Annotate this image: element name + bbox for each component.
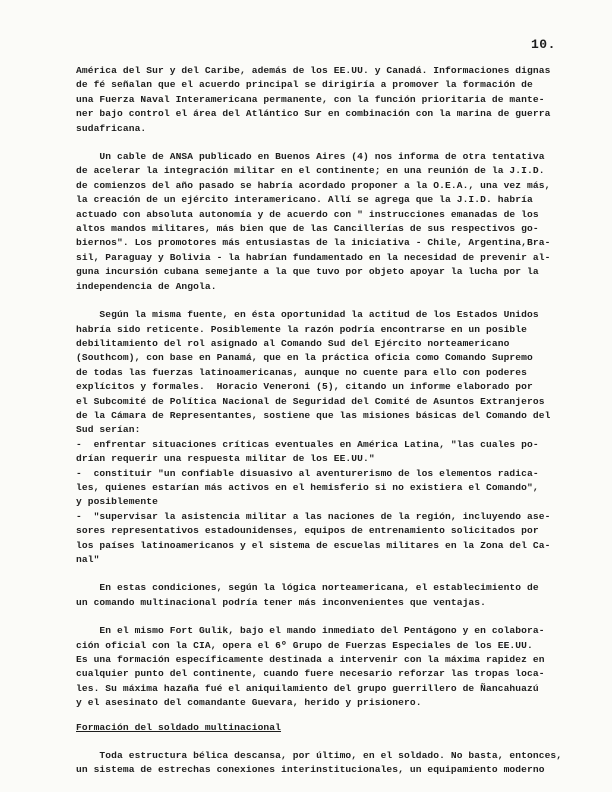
text-line: En estas condiciones, según la lógica norteamericana, el establecimiento de xyxy=(76,582,539,594)
text-line: América del Sur y del Caribe, además de los EE.UU. y Canadá. Informaciones dignas xyxy=(76,65,551,76)
text-line: de acelerar la integración militar en el continente; en una reunión de la J.I.D. xyxy=(76,165,545,177)
text-line: En el mismo Fort Gulik, bajo el mando inmediato del Pentágono y en colabora- xyxy=(76,625,545,637)
paragraph-spacer xyxy=(76,567,582,581)
text-line: ción oficial con la CIA, opera el 6º Grupo de Fuerzas Especiales de los EE.UU. xyxy=(76,639,533,651)
text-line: (Southcom), con base en Panamá, que en la práctica oficia como Comando Supremo xyxy=(76,352,533,364)
paragraph-spacer xyxy=(76,711,582,721)
document-body xyxy=(76,64,582,778)
text-line: y posiblemente xyxy=(76,496,159,508)
text-line: cualquier punto del continente, cuando fuere necesario reforzar las tropas loca- xyxy=(76,668,545,680)
text-line: nal" xyxy=(76,554,100,565)
page-number: 10. xyxy=(531,37,556,52)
list-item: - constituir "un confiable disuasivo al aventurerismo de los elementos radica- xyxy=(76,467,539,479)
paragraph-6 xyxy=(76,749,582,778)
text-line: de todas las fuerzas latinoamericanas, aunque no cuente para ello con poderes xyxy=(76,366,528,378)
text-line: de la Cámara de Representantes, sostiene que las misiones básicas del Comando del xyxy=(76,409,551,421)
text-line: sores representativos estadounidenses, equipos de entrenamiento solicitados por xyxy=(76,525,539,537)
paragraph-spacer xyxy=(76,294,582,308)
text-line: un comando multinacional podría tener más inconvenientes que ventajas. xyxy=(76,596,487,608)
section-heading: Formación del soldado multinacional xyxy=(76,721,282,733)
paragraph-spacer xyxy=(76,136,582,150)
list-item: - "supervisar la asistencia militar a las naciones de la región, incluyendo ase- xyxy=(76,510,551,522)
text-line: les, quienes estarían más activos en el hemisferio si no existiera el Comando", xyxy=(76,481,539,493)
text-line: habría sido reticente. Posiblemente la razón podría encontrarse en un posible xyxy=(76,323,528,335)
paragraph-spacer xyxy=(76,610,582,624)
text-line: un sistema de estrechas conexiones interinstitucionales, un equipamiento moderno xyxy=(76,764,545,776)
text-line: guna incursión cubana semejante a la que tuvo por objeto apoyar la lucha por la xyxy=(76,266,539,278)
text-line: el Subcomité de Política Nacional de Seguridad del Comité de Asuntos Extranjeros xyxy=(76,395,545,407)
paragraph-2 xyxy=(76,150,582,294)
text-line: explícitos y formales. Horacio Veneroni (5), citando un informe elaborado por xyxy=(76,381,533,393)
text-line: actuado con absoluta autonomía y de acuerdo con " instrucciones emanadas de los xyxy=(76,208,539,220)
text-line: la creación de un ejército interamericano. Allí se agrega que la J.I.D. habría xyxy=(76,194,533,206)
text-line: Es una formación específicamente destinada a intervenir con la máxima rapidez en xyxy=(76,654,545,666)
text-line: independencia de Angola. xyxy=(76,280,217,292)
paragraph-spacer xyxy=(76,735,582,749)
text-line: Sud serían: xyxy=(76,424,141,436)
text-line: les. Su máxima hazaña fué el aniquilamiento del grupo guerrillero de Ñancahuazú xyxy=(76,682,539,694)
text-line: de fé señalan que el acuerdo principal se dirigiría a promover la formación de xyxy=(76,79,533,91)
text-line: sil, Paraguay y Bolivia - la habrían fundamentado en la necesidad de prevenir al- xyxy=(76,251,551,263)
list-item: - enfrentar situaciones críticas eventuales en América Latina, "las cuales po- xyxy=(76,438,539,450)
paragraph-4 xyxy=(76,581,582,610)
text-line: Un cable de ANSA publicado en Buenos Aires (4) nos informa de otra tentativa xyxy=(76,151,545,163)
text-line: Toda estructura bélica descansa, por último, en el soldado. No basta, entonces, xyxy=(76,750,563,762)
text-line: ner bajo control el área del Atlántico Sur en combinación con la marina de guerra xyxy=(76,108,551,120)
text-line: altos mandos militares, más bien que de las Cancillerías de sus respectivos go- xyxy=(76,223,539,235)
text-line: Según la misma fuente, en ésta oportunidad la actitud de los Estados Unidos xyxy=(76,309,539,321)
text-line: y el asesinato del comandante Guevara, herido y prisionero. xyxy=(76,697,422,709)
text-line: biernos". Los promotores más entusiastas de la iniciativa - Chile, Argentina,Bra- xyxy=(76,237,551,249)
text-line: los países latinoamericanos y el sistema de escuelas militares en la Zona del Ca- xyxy=(76,539,551,551)
paragraph-3 xyxy=(76,308,582,567)
text-line: una Fuerza Naval Interamericana permanente, con la función prioritaria de mante- xyxy=(76,93,545,105)
text-line: sudafricana. xyxy=(76,122,147,134)
text-line: de comienzos del año pasado se habría acordado proponer a la O.E.A., una vez más, xyxy=(76,179,551,191)
text-line: drían requerir una respuesta militar de los EE.UU." xyxy=(76,453,375,465)
paragraph-1 xyxy=(76,64,582,136)
paragraph-5 xyxy=(76,624,582,710)
text-line: debilitamiento del rol asignado al Comando Sud del Ejército norteamericano xyxy=(76,337,510,349)
